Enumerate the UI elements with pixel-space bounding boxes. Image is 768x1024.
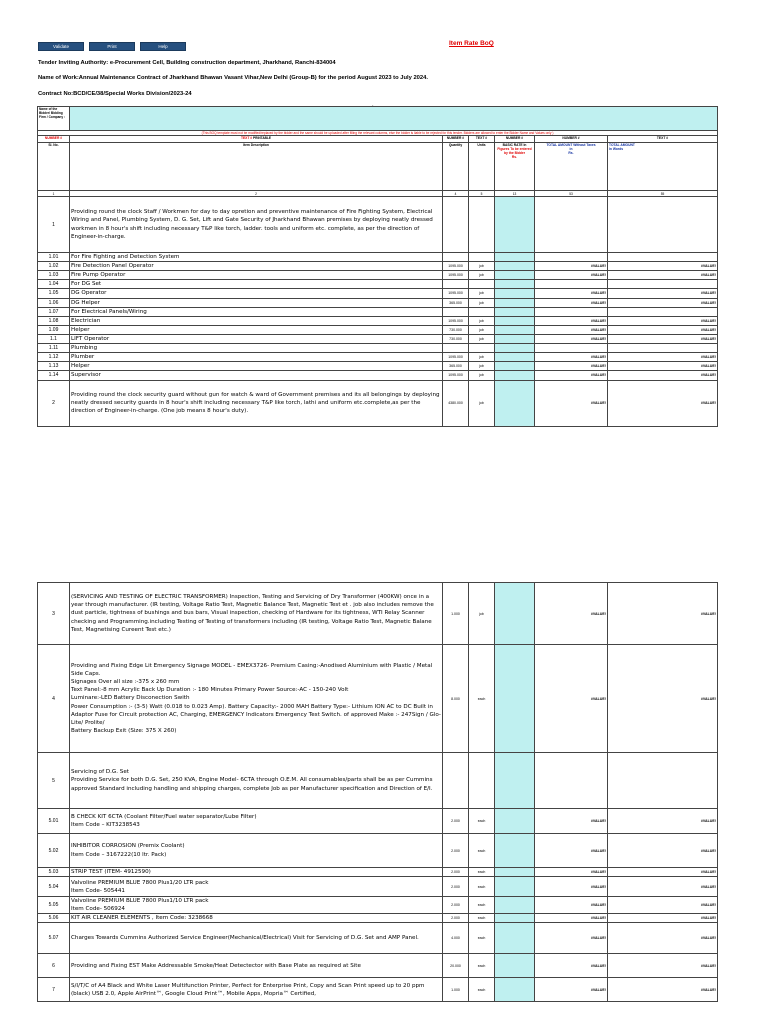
item-description: INHIBITOR CORROSION (Premix Coolant) Item Code – 3167222(10 ltr. Pack) — [70, 834, 443, 868]
total-amount: #VALUE! — [535, 877, 608, 897]
total-amount: #VALUE! — [535, 298, 608, 307]
amount-in-words: #VALUE! — [608, 645, 718, 753]
sl-no: 1.1 — [38, 334, 70, 343]
total-amount: #VALUE! — [535, 834, 608, 868]
type-qty: NUMBER # — [443, 136, 469, 143]
units: job — [469, 353, 495, 362]
table-row — [38, 371, 718, 380]
amount-in-words: #VALUE! — [608, 868, 718, 877]
item-description: S/I/T/C of A4 Black and White Laser Multifunction Printer, Perfect for Enterprise Print, Copy and Scan Print speed up to 20 ppm (black) USB 2.0, Apple AirPrint™, Google Cloud Print™, Mobile Apps, Mopria™ Certified, — [70, 978, 443, 1002]
amount-in-words: #VALUE! — [608, 298, 718, 307]
quantity — [443, 253, 469, 262]
bidder-label: Name of the Bidder/ Bidding Firm / Company : — [38, 107, 70, 131]
total-amount — [535, 307, 608, 316]
units: job — [469, 316, 495, 325]
item-description: Fire Detection Panel Operator — [70, 262, 443, 271]
amount-in-words: #VALUE! — [608, 353, 718, 362]
table-row — [38, 645, 718, 753]
total-amount: #VALUE! — [535, 868, 608, 877]
sl-no: 1.01 — [38, 253, 70, 262]
units — [469, 253, 495, 262]
units — [469, 197, 495, 253]
quantity: 2.000 — [443, 897, 469, 914]
units: job — [469, 298, 495, 307]
basic-rate-input[interactable] — [495, 877, 535, 897]
table-row — [38, 325, 718, 334]
basic-rate-input[interactable] — [495, 923, 535, 954]
basic-rate-input[interactable] — [495, 380, 535, 426]
table-row — [38, 868, 718, 877]
quantity: 2.000 — [443, 809, 469, 834]
sl-no: 2 — [38, 380, 70, 426]
total-amount: #VALUE! — [535, 325, 608, 334]
table-row — [38, 253, 718, 262]
item-description: Providing and Fixing Edge Lit Emergency Signage MODEL - EMEX3726- Premium Casing:-Anodised Aluminium with Plastic / Metal Side Caps. Signages Over all size :-375 x 260 mm Text Panel:-8 mm Acrylic Back Up Duration :- 180 Minutes Primary Power Source:-AC - 150-240 Volt Luminare:-LED Battery Disconection Swith Power Consumption :- (3-5) Watt (0.018 to 0.023 Amp). Battery Capacity:- 2000 MAH Battery Type:- Lithium ION AC to DC Built in Adaptor Fuse for Circuit protection AC, Charging, EMERGENCY Indicators Emergency Test Switch. of approved Make :- 247Sign / Glo-Lite/ Prolite/ Battery Backup Exit (Size: 375 X 260) — [70, 645, 443, 753]
sl-no: 1.09 — [38, 325, 70, 334]
total-amount — [535, 253, 608, 262]
basic-rate-input[interactable] — [495, 353, 535, 362]
colnum: 2 — [70, 191, 443, 197]
basic-rate-input[interactable] — [495, 645, 535, 753]
quantity — [443, 753, 469, 809]
item-description: DG Helper — [70, 298, 443, 307]
basic-rate-input[interactable] — [495, 197, 535, 253]
tender-authority: Tender Inviting Authority: e-Procurement Cell, Building construction department, Jharkhand, Ranchi-834004 — [38, 60, 336, 66]
table-row — [38, 353, 718, 362]
total-amount: #VALUE! — [535, 271, 608, 280]
table-row — [38, 298, 718, 307]
table-row — [38, 923, 718, 954]
basic-rate-input[interactable] — [495, 325, 535, 334]
units: job — [469, 271, 495, 280]
units: each — [469, 645, 495, 753]
quantity: 1.000 — [443, 583, 469, 645]
units: each — [469, 914, 495, 923]
sl-no: 1.13 — [38, 362, 70, 371]
units: job — [469, 583, 495, 645]
quantity: 20.000 — [443, 954, 469, 978]
units: each — [469, 954, 495, 978]
basic-rate-input[interactable] — [495, 753, 535, 809]
item-description: Valvoline PREMIUM BLUE 7800 Plus1/10 LTR pack Item Code- 506924 — [70, 897, 443, 914]
quantity: 1095.000 — [443, 289, 469, 298]
amount-in-words: #VALUE! — [608, 583, 718, 645]
sl-no: 1.02 — [38, 262, 70, 271]
item-description: (SERVICING AND TESTING OF ELECTRIC TRANSFORMER) Inspection, Testing and Servicing of Dry Transformer (400KW) once in a year through manufacturer. (IR testing, Voltage Ratio Test, Magnetic Balance Test, Magnetic Test et . job also includes remove the dust particle, tightness of bushings and bus bars, Visual inspection, checking of Hardware for its tightness, WTI Relay Scanner checking and Programming.including Testing of Testing of transformers including (IR testing, Voltage Ratio Test, Magnetic Balane Test, Magnetising Cureent Test etc.) — [70, 583, 443, 645]
validate-button[interactable]: Validate — [38, 42, 84, 51]
total-amount: #VALUE! — [535, 334, 608, 343]
basic-rate-input[interactable] — [495, 262, 535, 271]
item-description: KIT AIR CLEANER ELEMENTS , Item Code: 3238668 — [70, 914, 443, 923]
amount-in-words: #VALUE! — [608, 371, 718, 380]
colnum: 53 — [535, 191, 608, 197]
total-amount: #VALUE! — [535, 645, 608, 753]
quantity: 1095.000 — [443, 271, 469, 280]
units — [469, 307, 495, 316]
amount-in-words: #VALUE! — [608, 809, 718, 834]
amount-in-words — [608, 197, 718, 253]
col-item: Item Description — [70, 143, 443, 191]
amount-in-words — [608, 753, 718, 809]
total-amount: #VALUE! — [535, 914, 608, 923]
basic-rate-input[interactable] — [495, 897, 535, 914]
total-amount: #VALUE! — [535, 380, 608, 426]
quantity — [443, 197, 469, 253]
amount-in-words: #VALUE! — [608, 877, 718, 897]
item-description: Servicing of D.G. Set Providing Service for both D.G. Set, 250 KVA, Engine Model- 6CTA through O.E.M. All consumables/parts shall be as per Cummins approved Standard including handling and shipping charges, complete Job as per Manufacturer specification and Direction of E/I. — [70, 753, 443, 809]
total-amount: #VALUE! — [535, 897, 608, 914]
total-amount: #VALUE! — [535, 954, 608, 978]
basic-rate-input[interactable] — [495, 954, 535, 978]
total-amount: #VALUE! — [535, 289, 608, 298]
units: job — [469, 380, 495, 426]
col-sl: Sl. No. — [38, 143, 70, 191]
item-description: Plumber — [70, 353, 443, 362]
basic-rate-input[interactable] — [495, 362, 535, 371]
quantity: 1095.000 — [443, 316, 469, 325]
table-row — [38, 197, 718, 253]
total-amount: #VALUE! — [535, 262, 608, 271]
basic-rate-input[interactable] — [495, 978, 535, 1002]
sl-no: 5.06 — [38, 914, 70, 923]
units: job — [469, 362, 495, 371]
sl-no: 5.07 — [38, 923, 70, 954]
total-amount: #VALUE! — [535, 353, 608, 362]
type-item: TEXT # PRINTABLE — [70, 136, 443, 143]
sl-no: 1.06 — [38, 298, 70, 307]
col-units: Units — [469, 143, 495, 191]
quantity: 365.000 — [443, 362, 469, 371]
sl-no: 6 — [38, 954, 70, 978]
sl-no: 5.01 — [38, 809, 70, 834]
type-words: TEXT # — [608, 136, 718, 143]
item-description: B CHECK KIT 6CTA (Coolant Filter/Fuel water separator/Lube Filter) Item Code – KIT3238543 — [70, 809, 443, 834]
amount-in-words — [608, 307, 718, 316]
sl-no: 1.08 — [38, 316, 70, 325]
quantity: 1095.000 — [443, 262, 469, 271]
total-amount: #VALUE! — [535, 923, 608, 954]
total-amount: #VALUE! — [535, 371, 608, 380]
quantity: 365.000 — [443, 298, 469, 307]
amount-in-words: #VALUE! — [608, 325, 718, 334]
type-rate: NUMBER # — [495, 136, 535, 143]
table-row — [38, 954, 718, 978]
amount-in-words: #VALUE! — [608, 271, 718, 280]
units — [469, 753, 495, 809]
item-description: Helper — [70, 362, 443, 371]
table-row — [38, 834, 718, 868]
item-description: LIFT Operator — [70, 334, 443, 343]
table-row — [38, 877, 718, 897]
basic-rate-input[interactable] — [495, 344, 535, 353]
col-words: TOTAL AMOUNT In Words — [608, 143, 718, 191]
work-name: Name of Work:Annual Maintenance Contract of Jharkhand Bhawan Vasant Vihar,New Delhi (Group-B) for the period August 2023 to July 2024. — [38, 75, 428, 81]
units: each — [469, 923, 495, 954]
table-row — [38, 362, 718, 371]
sl-no: 1 — [38, 197, 70, 253]
amount-in-words: #VALUE! — [608, 334, 718, 343]
colnum: 4 — [443, 191, 469, 197]
quantity — [443, 344, 469, 353]
type-sl: NUMBER # — [38, 136, 70, 143]
col-qty: Quantity — [443, 143, 469, 191]
contract-no: Contract No:BCD/CE/38/Special Works Division/2023-24 — [38, 91, 192, 97]
boq-table-top — [37, 106, 718, 427]
basic-rate-input[interactable] — [495, 271, 535, 280]
sl-no: 1.07 — [38, 307, 70, 316]
basic-rate-input[interactable] — [495, 280, 535, 289]
total-amount: #VALUE! — [535, 978, 608, 1002]
total-amount: #VALUE! — [535, 316, 608, 325]
colnum: 1 — [38, 191, 70, 197]
item-description: Providing round the clock security guard without gun for watch & ward of Government premises and its all belongings by deploying neatly dressed security guards in 8 hour's shift including necessary T&P like torch, lathi and uniform etc.complete,as per the direction of Engineer-in-charge. (One job means 8 hour's duty). — [70, 380, 443, 426]
total-amount: #VALUE! — [535, 809, 608, 834]
table-row — [38, 914, 718, 923]
boq-title: Item Rate BoQ — [449, 40, 494, 47]
total-amount — [535, 344, 608, 353]
basic-rate-input[interactable] — [495, 307, 535, 316]
amount-in-words — [608, 280, 718, 289]
quantity: 730.000 — [443, 334, 469, 343]
total-amount — [535, 280, 608, 289]
table-row — [38, 289, 718, 298]
type-total: NUMBER # — [535, 136, 608, 143]
units: job — [469, 325, 495, 334]
quantity — [443, 307, 469, 316]
basic-rate-input[interactable] — [495, 298, 535, 307]
sl-no: 5 — [38, 753, 70, 809]
help-button[interactable]: Help — [140, 42, 186, 51]
item-description: Valvoline PREMIUM BLUE 7800 Plus1/20 LTR pack Item Code- 505441 — [70, 877, 443, 897]
item-description: STRIP TEST (ITEM- 4912590) — [70, 868, 443, 877]
table-row — [38, 280, 718, 289]
units: each — [469, 809, 495, 834]
table-row — [38, 583, 718, 645]
item-description: DG Operator — [70, 289, 443, 298]
amount-in-words: #VALUE! — [608, 380, 718, 426]
table-row — [38, 753, 718, 809]
quantity: 1.000 — [443, 978, 469, 1002]
sl-no: 7 — [38, 978, 70, 1002]
total-amount — [535, 197, 608, 253]
sl-no: 1.12 — [38, 353, 70, 362]
basic-rate-input[interactable] — [495, 371, 535, 380]
col-total: TOTAL AMOUNT Without Taxes in Rs. — [535, 143, 608, 191]
template-notice: (This BOQ template must not be modified/replaced by the bidder and the same should be uploaded after filling the relevant columns, else the bidder is liable to be rejected for this tender. Bidders are allowed to enter the Bidder Name and Values only ) — [38, 131, 718, 136]
colnum: 5 — [469, 191, 495, 197]
item-description: Providing round the clock Staff / Workmen for day to day opretion and preventive maintenance of Fire Fighting System, Electrical Wiring and Panel, Plumbing System, D. G. Set, Lift and Gate Security of Jharkhand Bhawan premises by deploying neatly dressed workmen in 8 hour's shift including necessary T&P like torch, ladder. tools and uniform etc. complete, as per the direction of Engineer-in-charge. — [70, 197, 443, 253]
item-description: Electrician — [70, 316, 443, 325]
units: each — [469, 834, 495, 868]
item-description: For DG Set — [70, 280, 443, 289]
amount-in-words — [608, 344, 718, 353]
item-description: Fire Pump Operator — [70, 271, 443, 280]
units — [469, 344, 495, 353]
units: job — [469, 262, 495, 271]
quantity: 1095.000 — [443, 353, 469, 362]
units: job — [469, 371, 495, 380]
amount-in-words: #VALUE! — [608, 316, 718, 325]
amount-in-words: #VALUE! — [608, 914, 718, 923]
item-description: Providing and Fixing EST Make Addressable Smoke/Heat Detectector with Base Plate as required at Site — [70, 954, 443, 978]
table-row — [38, 271, 718, 280]
sl-no: 1.03 — [38, 271, 70, 280]
colnum: 55 — [608, 191, 718, 197]
table-row — [38, 262, 718, 271]
item-description: Charges Towards Cummins Authorized Service Engineer(Mechanical/Electrical) Visit for Servicing of D.G. Set and AMP Panel. — [70, 923, 443, 954]
basic-rate-input[interactable] — [495, 914, 535, 923]
basic-rate-input[interactable] — [495, 316, 535, 325]
quantity: 2.000 — [443, 877, 469, 897]
amount-in-words: #VALUE! — [608, 897, 718, 914]
units: job — [469, 289, 495, 298]
quantity: 2.000 — [443, 834, 469, 868]
amount-in-words: #VALUE! — [608, 834, 718, 868]
quantity: 8.000 — [443, 645, 469, 753]
quantity: 2.000 — [443, 914, 469, 923]
basic-rate-input[interactable] — [495, 253, 535, 262]
amount-in-words: #VALUE! — [608, 362, 718, 371]
type-units: TEXT # — [469, 136, 495, 143]
quantity: 4380.000 — [443, 380, 469, 426]
bidder-name-input[interactable] — [70, 107, 718, 131]
amount-in-words — [608, 253, 718, 262]
sl-no: 4 — [38, 645, 70, 753]
basic-rate-input[interactable] — [495, 334, 535, 343]
print-button[interactable]: Print — [89, 42, 135, 51]
quantity — [443, 280, 469, 289]
boq-table-bottom — [37, 582, 718, 1002]
total-amount: #VALUE! — [535, 583, 608, 645]
total-amount — [535, 753, 608, 809]
sl-no: 1.04 — [38, 280, 70, 289]
table-row — [38, 978, 718, 1002]
sl-no: 5.02 — [38, 834, 70, 868]
sl-no: 1.11 — [38, 344, 70, 353]
quantity: 730.000 — [443, 325, 469, 334]
basic-rate-input[interactable] — [495, 868, 535, 877]
total-amount: #VALUE! — [535, 362, 608, 371]
units: each — [469, 897, 495, 914]
amount-in-words: #VALUE! — [608, 262, 718, 271]
basic-rate-input[interactable] — [495, 583, 535, 645]
units: each — [469, 877, 495, 897]
table-row — [38, 380, 718, 426]
table-row — [38, 809, 718, 834]
units: job — [469, 334, 495, 343]
basic-rate-input[interactable] — [495, 809, 535, 834]
table-row — [38, 897, 718, 914]
table-row — [38, 316, 718, 325]
col-rate: BASIC RATE In Figures To be entered by the Bidder Rs. — [495, 143, 535, 191]
amount-in-words: #VALUE! — [608, 923, 718, 954]
amount-in-words: #VALUE! — [608, 978, 718, 1002]
basic-rate-input[interactable] — [495, 289, 535, 298]
units: each — [469, 978, 495, 1002]
table-row — [38, 307, 718, 316]
item-description: Supervisor — [70, 371, 443, 380]
colnum: 13 — [495, 191, 535, 197]
units — [469, 280, 495, 289]
quantity: 2.000 — [443, 868, 469, 877]
amount-in-words: #VALUE! — [608, 289, 718, 298]
toolbar — [38, 42, 186, 51]
item-description: For Electrical Panels/Wiring — [70, 307, 443, 316]
sl-no: 1.14 — [38, 371, 70, 380]
sl-no: 1.05 — [38, 289, 70, 298]
sl-no: 3 — [38, 583, 70, 645]
item-description: Helper — [70, 325, 443, 334]
quantity: 4.000 — [443, 923, 469, 954]
sl-no: 5.04 — [38, 877, 70, 897]
sl-no: 5.03 — [38, 868, 70, 877]
item-description: Plumbing — [70, 344, 443, 353]
sl-no: 5.05 — [38, 897, 70, 914]
units: each — [469, 868, 495, 877]
table-row — [38, 334, 718, 343]
quantity: 1095.000 — [443, 371, 469, 380]
basic-rate-input[interactable] — [495, 834, 535, 868]
table-row — [38, 344, 718, 353]
amount-in-words: #VALUE! — [608, 954, 718, 978]
item-description: For Fire Fighting and Detection System — [70, 253, 443, 262]
